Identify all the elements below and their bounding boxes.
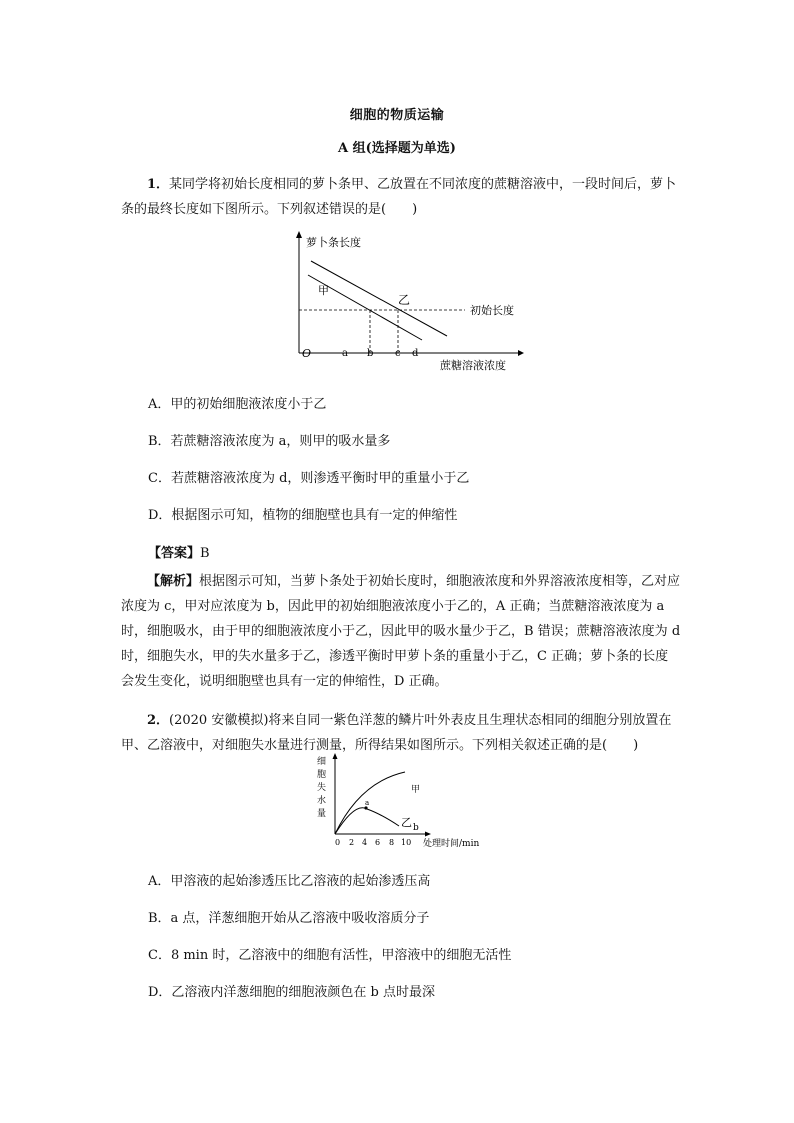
figure-1-x-label: 蔗糖溶液浓度 xyxy=(440,359,506,372)
question-2-text: (2020 安徽模拟)将来自同一紫色洋葱的鳞片叶外表皮且生理状态相同的细胞分别放置在甲、乙溶液中，对细胞失水量进行测量，所得结果如图所示。下列相关叙述正确的是( ) xyxy=(121,713,672,753)
question-1-option-a: A．甲的初始细胞液浓度小于乙 xyxy=(148,397,327,412)
figure-1-initial-length-label: 初始长度 xyxy=(470,304,514,317)
explanation-label: 【解析】 xyxy=(147,574,200,589)
question-1-text: 某同学将初始长度相同的萝卜条甲、乙放置在不同浓度的蔗糖溶液中，一段时间后，萝卜条的最终长度如下图所示。下列叙述错误的是( ) xyxy=(121,177,677,217)
figure-1-tick-a: a xyxy=(342,348,348,359)
section-subtitle: A 组(选择题为单选) xyxy=(338,141,456,156)
figure-2-y-label-1: 细 xyxy=(317,757,327,767)
figure-2-tick-6: 6 xyxy=(375,838,381,847)
figure-2-y-label-5: 量 xyxy=(317,809,327,819)
figure-2-y-label-3: 失 xyxy=(317,783,327,793)
figure-2-curve-jia xyxy=(335,772,405,834)
figure-2-label-yi: 乙 xyxy=(401,816,412,829)
question-2-stem xyxy=(121,708,681,758)
question-2-option-d: D．乙溶液内洋葱细胞的细胞液颜色在 b 点时最深 xyxy=(148,985,436,1000)
question-1-option-b: B．若蔗糖溶液浓度为 a，则甲的吸水量多 xyxy=(148,434,391,449)
figure-1-label-jia: 甲 xyxy=(318,284,329,297)
figure-2-label-a: a xyxy=(365,799,370,807)
figure-1-tick-b: b xyxy=(367,348,374,359)
question-2-option-b: B．a 点，洋葱细胞开始从乙溶液中吸收溶质分子 xyxy=(148,911,430,926)
figure-2-tick-8: 8 xyxy=(389,838,395,847)
question-1-option-c: C．若蔗糖溶液浓度为 d，则渗透平衡时甲的重量小于乙 xyxy=(148,471,470,486)
figure-1-y-label: 萝卜条长度 xyxy=(306,236,361,249)
figure-2-water-loss-chart xyxy=(315,752,500,852)
figure-1-line-yi xyxy=(311,261,447,336)
answer-value: B xyxy=(200,546,210,561)
figure-2-tick-0: 0 xyxy=(335,838,341,847)
figure-1-radish-length-chart xyxy=(290,228,530,378)
question-2-option-a: A．甲溶液的起始渗透压比乙溶液的起始渗透压高 xyxy=(148,874,431,889)
question-1-option-d: D．根据图示可知，植物的细胞壁也具有一定的伸缩性 xyxy=(148,508,458,523)
question-1-number: 1． xyxy=(147,177,170,192)
figure-2-x-arrow xyxy=(425,832,431,837)
figure-2-label-jia: 甲 xyxy=(411,785,421,795)
figure-1-tick-d: d xyxy=(412,348,419,359)
figure-2-tick-10: 10 xyxy=(401,838,412,847)
figure-2-tick-2: 2 xyxy=(349,838,355,847)
figure-1-y-arrow xyxy=(296,231,302,238)
figure-2-y-label-2: 胞 xyxy=(317,770,327,780)
figure-2-y-arrow xyxy=(333,753,338,759)
figure-2-x-label: 处理时间/min xyxy=(423,839,480,849)
question-1-answer xyxy=(148,542,210,561)
question-2-option-c: C．8 min 时，乙溶液中的细胞有活性，甲溶液中的细胞无活性 xyxy=(148,948,512,963)
figure-2-tick-4: 4 xyxy=(362,838,368,847)
question-1-explanation xyxy=(121,569,681,694)
figure-2-curve-yi xyxy=(335,808,399,834)
answer-label: 【答案】 xyxy=(148,546,201,561)
explanation-text: 根据图示可知，当萝卜条处于初始长度时，细胞液浓度和外界溶液浓度相等，乙对应浓度为 c，甲对应浓度为 b，因此甲的初始细胞液浓度小于乙的，A 正确；当蔗糖溶液浓度为 a 时，细胞吸水，由于甲的细胞液浓度小于乙，因此甲的吸水量少于乙，B 错误；蔗糖溶液浓度为 d 时，细胞失水，甲的失水量多于乙，渗透平衡时甲萝卜条的重量小于乙，C 正确；萝卜条的长度会发生变化，说明细胞壁也具有一定的伸缩性，D 正确。 xyxy=(121,574,681,689)
figure-1-label-yi: 乙 xyxy=(398,293,411,307)
figure-1-origin: O xyxy=(302,347,312,360)
figure-1-x-arrow xyxy=(518,350,524,356)
figure-1-tick-c: c xyxy=(395,348,401,359)
page-title: 细胞的物质运输 xyxy=(349,108,445,123)
figure-2-y-label-4: 水 xyxy=(317,796,327,806)
question-2-number: 2． xyxy=(147,713,170,728)
question-1-stem xyxy=(121,172,681,222)
figure-2-label-b: b xyxy=(413,823,419,833)
